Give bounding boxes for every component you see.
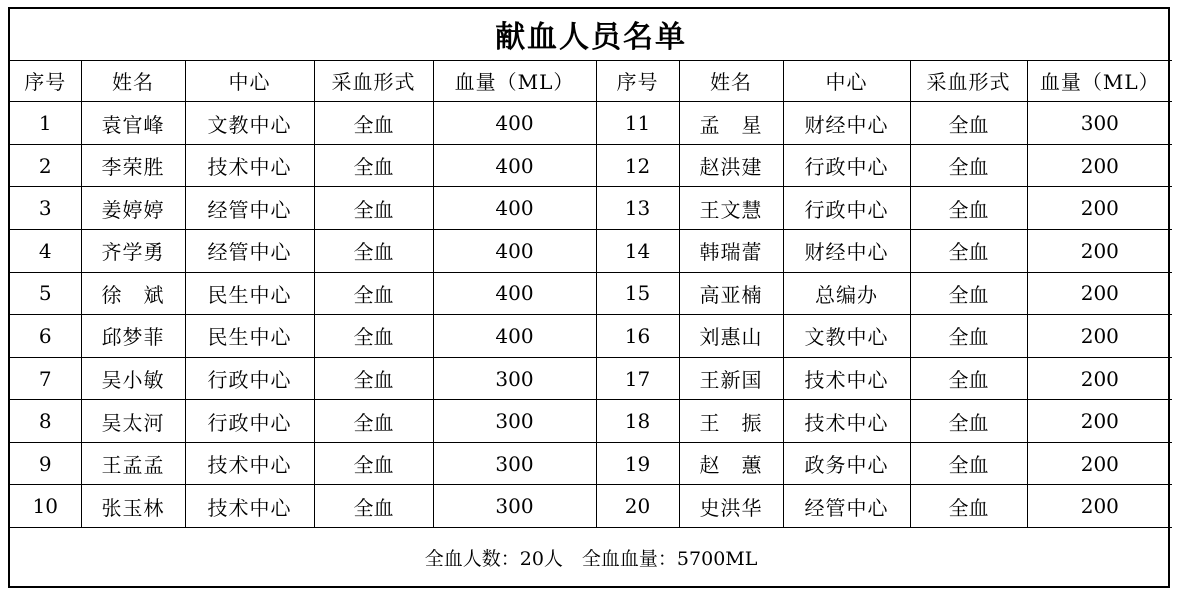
cell-number: 10 <box>10 485 81 528</box>
cell-center: 经管中心 <box>185 230 314 273</box>
donor-list-sheet <box>8 7 1170 588</box>
cell-number: 1 <box>10 102 81 145</box>
cell-collection-type: 全血 <box>910 315 1027 358</box>
cell-collection-type: 全血 <box>910 400 1027 443</box>
cell-center: 技术中心 <box>185 442 314 485</box>
table-row <box>10 400 1172 443</box>
cell-collection-type: 全血 <box>910 102 1027 145</box>
cell-collection-type: 全血 <box>314 315 433 358</box>
cell-name: 邱梦菲 <box>81 315 185 358</box>
cell-center: 政务中心 <box>783 442 910 485</box>
cell-center: 技术中心 <box>185 144 314 187</box>
cell-volume: 400 <box>433 230 596 273</box>
cell-name: 张玉林 <box>81 485 185 528</box>
table-header-row <box>10 60 1172 102</box>
cell-volume: 200 <box>1027 485 1172 528</box>
cell-collection-type: 全血 <box>314 102 433 145</box>
cell-name: 李荣胜 <box>81 144 185 187</box>
cell-volume: 400 <box>433 272 596 315</box>
cell-center: 经管中心 <box>185 187 314 230</box>
cell-volume: 200 <box>1027 400 1172 443</box>
cell-collection-type: 全血 <box>910 442 1027 485</box>
cell-number: 6 <box>10 315 81 358</box>
column-header: 中心 <box>185 60 314 102</box>
cell-name: 史洪华 <box>679 485 783 528</box>
cell-number: 16 <box>596 315 679 358</box>
table-row <box>10 230 1172 273</box>
cell-volume: 200 <box>1027 272 1172 315</box>
cell-number: 11 <box>596 102 679 145</box>
column-header: 中心 <box>783 60 910 102</box>
table-row <box>10 144 1172 187</box>
cell-collection-type: 全血 <box>314 187 433 230</box>
cell-number: 18 <box>596 400 679 443</box>
cell-name: 姜婷婷 <box>81 187 185 230</box>
cell-center: 财经中心 <box>783 102 910 145</box>
cell-name: 孟 星 <box>679 102 783 145</box>
cell-center: 行政中心 <box>185 357 314 400</box>
table-row <box>10 272 1172 315</box>
table-row <box>10 357 1172 400</box>
cell-volume: 400 <box>433 102 596 145</box>
column-header: 血量（ML） <box>1027 60 1172 102</box>
cell-number: 9 <box>10 442 81 485</box>
cell-volume: 300 <box>1027 102 1172 145</box>
cell-volume: 200 <box>1027 357 1172 400</box>
cell-volume: 400 <box>433 315 596 358</box>
table-row <box>10 315 1172 358</box>
cell-center: 文教中心 <box>783 315 910 358</box>
cell-collection-type: 全血 <box>314 230 433 273</box>
cell-number: 8 <box>10 400 81 443</box>
cell-number: 4 <box>10 230 81 273</box>
cell-name: 王孟孟 <box>81 442 185 485</box>
cell-name: 王新国 <box>679 357 783 400</box>
column-header: 序号 <box>596 60 679 102</box>
cell-collection-type: 全血 <box>910 357 1027 400</box>
cell-number: 12 <box>596 144 679 187</box>
column-header: 血量（ML） <box>433 60 596 102</box>
cell-center: 总编办 <box>783 272 910 315</box>
cell-volume: 200 <box>1027 144 1172 187</box>
donor-table <box>10 9 1172 586</box>
cell-collection-type: 全血 <box>910 144 1027 187</box>
cell-name: 吴太河 <box>81 400 185 443</box>
cell-collection-type: 全血 <box>910 230 1027 273</box>
cell-collection-type: 全血 <box>910 272 1027 315</box>
cell-volume: 300 <box>433 357 596 400</box>
cell-number: 19 <box>596 442 679 485</box>
cell-volume: 300 <box>433 442 596 485</box>
cell-center: 民生中心 <box>185 315 314 358</box>
cell-name: 王 振 <box>679 400 783 443</box>
cell-name: 袁官峰 <box>81 102 185 145</box>
cell-number: 3 <box>10 187 81 230</box>
table-body <box>10 102 1172 528</box>
cell-name: 赵 蕙 <box>679 442 783 485</box>
summary-footer: 全血人数：20人 全血血量：5700ML <box>10 528 1172 586</box>
cell-center: 经管中心 <box>783 485 910 528</box>
cell-center: 技术中心 <box>783 357 910 400</box>
cell-collection-type: 全血 <box>910 187 1027 230</box>
cell-number: 20 <box>596 485 679 528</box>
column-header: 序号 <box>10 60 81 102</box>
cell-center: 行政中心 <box>783 187 910 230</box>
cell-number: 2 <box>10 144 81 187</box>
table-row <box>10 442 1172 485</box>
column-header: 采血形式 <box>910 60 1027 102</box>
table-row <box>10 102 1172 145</box>
cell-name: 王文慧 <box>679 187 783 230</box>
page-title: 献血人员名单 <box>10 9 1172 60</box>
cell-center: 文教中心 <box>185 102 314 145</box>
cell-center: 财经中心 <box>783 230 910 273</box>
cell-collection-type: 全血 <box>910 485 1027 528</box>
cell-name: 高亚楠 <box>679 272 783 315</box>
cell-name: 徐 斌 <box>81 272 185 315</box>
cell-number: 5 <box>10 272 81 315</box>
cell-center: 行政中心 <box>783 144 910 187</box>
cell-collection-type: 全血 <box>314 442 433 485</box>
cell-center: 技术中心 <box>185 485 314 528</box>
cell-collection-type: 全血 <box>314 485 433 528</box>
cell-center: 行政中心 <box>185 400 314 443</box>
cell-name: 韩瑞蕾 <box>679 230 783 273</box>
cell-center: 技术中心 <box>783 400 910 443</box>
cell-center: 民生中心 <box>185 272 314 315</box>
column-header: 姓名 <box>679 60 783 102</box>
cell-number: 17 <box>596 357 679 400</box>
column-header: 采血形式 <box>314 60 433 102</box>
cell-number: 7 <box>10 357 81 400</box>
table-row <box>10 485 1172 528</box>
cell-volume: 200 <box>1027 187 1172 230</box>
cell-name: 刘惠山 <box>679 315 783 358</box>
cell-collection-type: 全血 <box>314 272 433 315</box>
cell-number: 14 <box>596 230 679 273</box>
cell-collection-type: 全血 <box>314 144 433 187</box>
cell-volume: 200 <box>1027 315 1172 358</box>
cell-volume: 300 <box>433 485 596 528</box>
column-header: 姓名 <box>81 60 185 102</box>
cell-name: 吴小敏 <box>81 357 185 400</box>
cell-number: 15 <box>596 272 679 315</box>
cell-collection-type: 全血 <box>314 357 433 400</box>
cell-volume: 200 <box>1027 230 1172 273</box>
cell-volume: 300 <box>433 400 596 443</box>
cell-volume: 400 <box>433 187 596 230</box>
cell-name: 齐学勇 <box>81 230 185 273</box>
cell-collection-type: 全血 <box>314 400 433 443</box>
cell-volume: 200 <box>1027 442 1172 485</box>
table-row <box>10 187 1172 230</box>
cell-number: 13 <box>596 187 679 230</box>
cell-name: 赵洪建 <box>679 144 783 187</box>
cell-volume: 400 <box>433 144 596 187</box>
